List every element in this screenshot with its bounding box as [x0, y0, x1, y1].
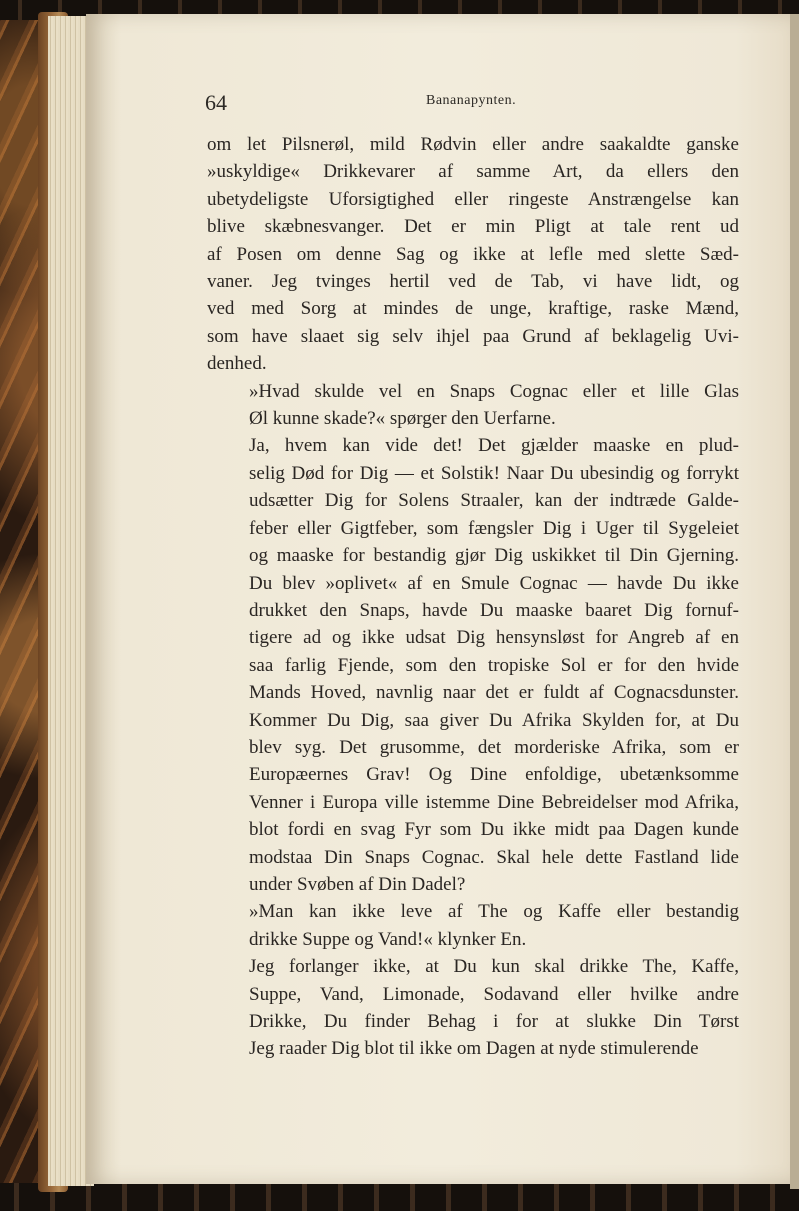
- text-line: af Posen om denne Sag og ikke at lefle med slette Sæd-: [207, 243, 739, 265]
- text-line: vaner. Jeg tvinges hertil ved de Tab, vi have lidt, og: [207, 271, 739, 293]
- paragraph: [207, 953, 739, 1063]
- text-line: modstaa Din Snaps Cognac. Skal hele dette Fastland lide: [249, 846, 739, 868]
- text-line: Venner i Europa ville istemme Dine Bebreidelser mod Afrika,: [249, 791, 739, 813]
- text-line: ved med Sorg at mindes de unge, kraftige, raske Mænd,: [207, 298, 739, 320]
- body-text: [207, 131, 739, 1063]
- text-line: og maaske for bestandig gjør Dig uskikket til Din Gjerning.: [249, 545, 739, 567]
- cover-bottom-edge: [0, 1183, 799, 1211]
- text-line: Mands Hoved, navnlig naar det er fuldt af Cognacsdunster.: [249, 682, 739, 704]
- text-line: blot fordi en svag Fyr som Du ikke midt paa Dagen kunde: [249, 819, 739, 841]
- text-line: Suppe, Vand, Limonade, Sodavand eller hvilke andre: [249, 983, 739, 1005]
- running-title: Bananapynten.: [426, 93, 517, 108]
- text-line: som have slaaet sig selv ihjel paa Grund af beklagelig Uvi-: [207, 325, 739, 347]
- paragraph: [207, 432, 739, 898]
- text-line: feber eller Gigtfeber, som fængsler Dig i Uger til Sygeleiet: [249, 517, 739, 539]
- text-line: ubetydeligste Uforsigtighed eller ringeste Anstrængelse kan: [207, 188, 739, 210]
- text-line: blev syg. Det grusomme, det morderiske Afrika, som er: [249, 736, 739, 758]
- text-line: Europæernes Grav! Og Dine enfoldige, ubetænksomme: [249, 764, 739, 786]
- text-line: drikke Suppe og Vand!« klynker En.: [249, 928, 527, 950]
- paragraph: [207, 898, 739, 953]
- running-head: [205, 90, 745, 120]
- text-line: blive skæbnesvanger. Det er min Pligt at tale rent ud: [207, 216, 739, 238]
- text-line: Drikke, Du finder Behag i for at slukke Din Tørst: [249, 1011, 739, 1032]
- text-line: Ja, hvem kan vide det! Det gjælder maaske en plud-: [249, 435, 739, 457]
- text-line: Øl kunne skade?« spørger den Uerfarne.: [249, 408, 556, 430]
- paragraph: [207, 378, 739, 433]
- text-line: »Man kan ikke leve af The og Kaffe eller bestandig: [249, 901, 739, 923]
- paragraph: [207, 131, 739, 378]
- page-number: 64: [205, 90, 227, 115]
- text-line: tigere ad og ikke udsat Dig hensynsløst for Angreb af en: [249, 627, 739, 649]
- text-line: denhed.: [207, 353, 267, 375]
- text-line: »Hvad skulde vel en Snaps Cognac eller et lille Glas: [249, 380, 739, 402]
- text-line: udsætter Dig for Solens Straaler, kan der indtræde Galde-: [249, 490, 739, 512]
- page-right-edge: [790, 14, 799, 1189]
- text-line: selig Død for Dig — et Solstik! Naar Du ubesindig og forrykt: [249, 462, 739, 484]
- text-line: Jeg forlanger ikke, at Du kun skal drikke The, Kaffe,: [249, 956, 739, 978]
- text-line: Kommer Du Dig, saa giver Du Afrika Skylden for, at Du: [249, 709, 739, 731]
- text-line: om let Pilsnerøl, mild Rødvin eller andre saakaldte ganske: [207, 134, 739, 155]
- text-line: Du blev »oplivet« af en Smule Cognac — havde Du ikke: [249, 572, 739, 594]
- text-line: Jeg raader Dig blot til ikke om Dagen at nyde stimulerende: [249, 1038, 699, 1060]
- text-line: saa farlig Fjende, som den tropiske Sol er for den hvide: [249, 654, 739, 676]
- text-line: »uskyldige« Drikkevarer af samme Art, da ellers den: [207, 161, 739, 183]
- text-line: drukket den Snaps, havde Du maaske baaret Dig fornuf-: [249, 599, 739, 621]
- text-line: under Svøben af Din Dadel?: [249, 873, 466, 895]
